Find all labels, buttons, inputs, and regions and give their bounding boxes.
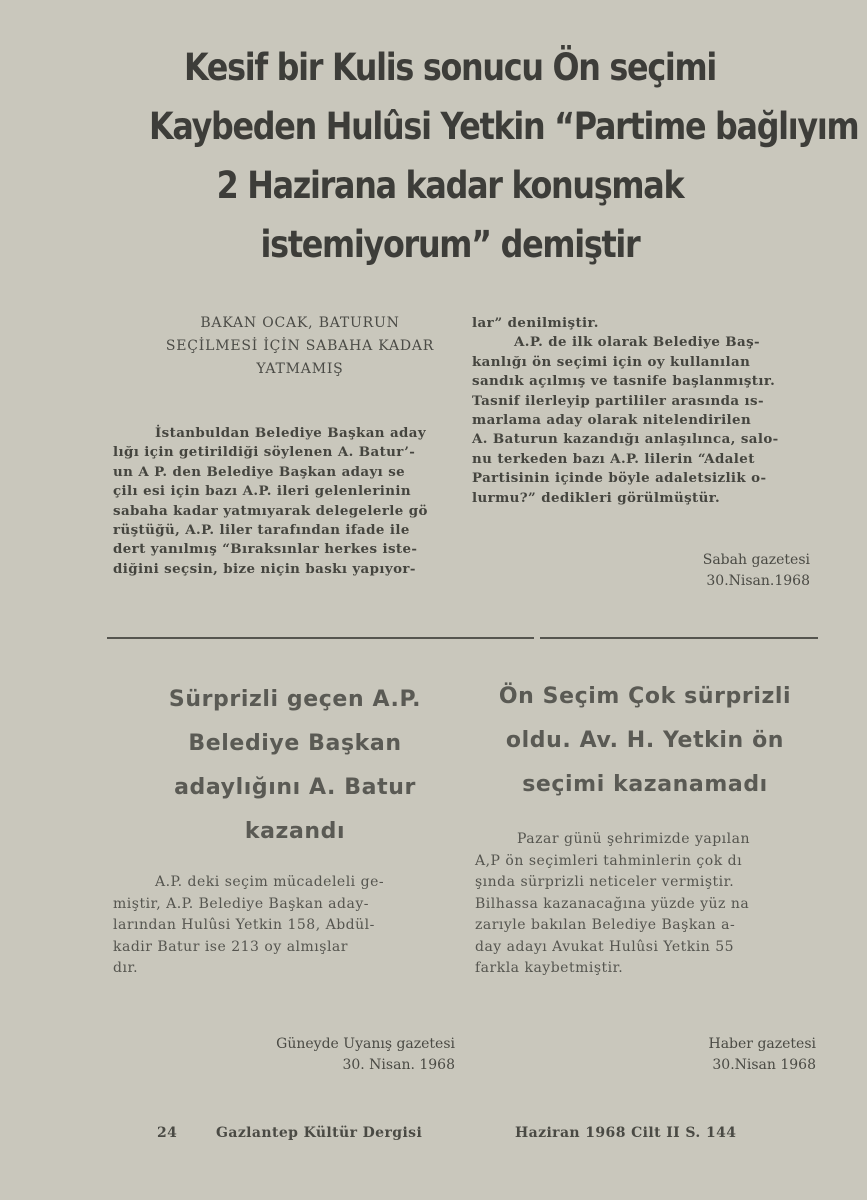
article2-body bbox=[113, 872, 453, 980]
text-line: lar” denilmiştir. bbox=[472, 315, 599, 331]
text-line: İstanbuldan Belediye Başkan aday bbox=[155, 425, 427, 441]
subheading-line: SEÇİLMESİ İÇİN SABAHA KADAR bbox=[165, 338, 435, 354]
text-line: kanlığı ön seçimi için oy kullanılan bbox=[472, 353, 751, 370]
headline-line: Kesif bir Kulis sonucu Ön seçimi bbox=[183, 46, 717, 89]
source-name: Sabah gazetesi bbox=[702, 552, 810, 568]
headline-line: kazandı bbox=[244, 819, 346, 844]
article2-headline bbox=[130, 678, 460, 854]
headline-line: Belediye Başkan bbox=[188, 731, 402, 756]
divider-rule bbox=[107, 637, 534, 639]
text-line: sabaha kadar yatmıyarak delegelerle gö bbox=[113, 502, 428, 519]
subheading-line: YATMAMIŞ bbox=[256, 361, 344, 377]
text-line: A.P. de ilk olarak Belediye Baş- bbox=[514, 334, 760, 351]
text-line: day adayı Avukat Hulûsi Yetkin 55 bbox=[475, 938, 735, 955]
text-line: A,P ön seçimleri tahminlerin çok dı bbox=[475, 852, 743, 869]
text-line: larından Hulûsi Yetkin 158, Abdül- bbox=[113, 917, 375, 933]
headline-line: Sürprizli geçen A.P. bbox=[168, 687, 422, 712]
text-line: lığı için getirildiği söylenen A. Batur’- bbox=[113, 444, 416, 461]
text-line: marlama aday olarak nitelendirilen bbox=[472, 412, 752, 429]
text-line: Tasnif ilerleyip partililer arasında ıs- bbox=[472, 392, 764, 409]
text-line: lurmu?” dedikleri görülmüştür. bbox=[472, 489, 721, 506]
journal-name: Gazlantep Kültür Dergisi bbox=[216, 1125, 423, 1141]
article1-subheading bbox=[140, 312, 460, 381]
article3-source bbox=[620, 1034, 816, 1076]
text-line: sandık açılmış ve tasnife başlanmıştır. bbox=[472, 373, 776, 390]
text-line: A.P. deki seçim mücadeleli ge- bbox=[155, 874, 385, 890]
source-date: 30. Nisan. 1968 bbox=[342, 1057, 455, 1073]
text-line: miştir, A.P. Belediye Başkan aday- bbox=[113, 895, 369, 912]
headline-line: seçimi kazanamadı bbox=[522, 772, 768, 797]
text-line: Bilhassa kazanacağına yüzde yüz na bbox=[475, 895, 750, 912]
headline-line: 2 Hazirana kadar konuşmak bbox=[216, 164, 684, 207]
issue-info: Haziran 1968 Cilt II S. 144 bbox=[515, 1125, 737, 1141]
subheading-line: BAKAN OCAK, BATURUN bbox=[200, 315, 400, 331]
text-line: un A P. den Belediye Başkan adayı se bbox=[113, 463, 406, 480]
article1-right-column bbox=[472, 314, 814, 508]
article3-body bbox=[475, 829, 817, 980]
article1-left-column bbox=[113, 424, 449, 579]
source-date: 30.Nisan 1968 bbox=[712, 1057, 816, 1073]
text-line: rüştüğü, A.P. liler tarafından ifade ile bbox=[113, 522, 410, 539]
headline-line: oldu. Av. H. Yetkin ön bbox=[505, 728, 785, 753]
text-line: dır. bbox=[113, 960, 139, 976]
text-line: kadir Batur ise 213 oy almışlar bbox=[113, 938, 348, 955]
text-line: A. Baturun kazandığı anlaşılınca, salo- bbox=[472, 431, 779, 448]
divider-rule bbox=[540, 637, 818, 639]
main-headline bbox=[149, 38, 859, 274]
source-date: 30.Nisan.1968 bbox=[706, 573, 810, 589]
article3-headline bbox=[465, 675, 825, 807]
page-number: 24 bbox=[157, 1125, 178, 1141]
text-line: diğini seçsin, bize niçin baskı yapıyor- bbox=[113, 560, 416, 577]
headline-line: adaylığını A. Batur bbox=[174, 775, 416, 800]
text-line: zarıyle bakılan Belediye Başkan a- bbox=[475, 917, 736, 933]
source-name: Güneyde Uyanış gazetesi bbox=[276, 1036, 455, 1052]
text-line: çilı esi için bazı A.P. ileri gelenlerinin bbox=[113, 483, 412, 500]
text-line: şında sürprizli neticeler vermiştir. bbox=[475, 874, 735, 890]
source-name: Haber gazetesi bbox=[708, 1036, 816, 1052]
article2-source bbox=[200, 1034, 455, 1076]
headline-line: Ön Seçim Çok sürprizli bbox=[498, 684, 792, 709]
article1-source bbox=[600, 550, 810, 592]
text-line: Partisinin içinde böyle adaletsizlik o- bbox=[472, 470, 767, 487]
text-line: Pazar günü şehrimizde yapılan bbox=[517, 831, 750, 847]
text-line: farkla kaybetmiştir. bbox=[475, 960, 624, 976]
headline-line: Kaybeden Hulûsi Yetkin “Partime bağlıyım bbox=[149, 105, 859, 148]
text-line: nu terkeden bazı A.P. lilerin “Adalet bbox=[472, 450, 755, 467]
headline-line: istemiyorum” demiştir bbox=[260, 223, 640, 266]
text-line: dert yanılmış “Bıraksınlar herkes iste- bbox=[113, 541, 418, 558]
